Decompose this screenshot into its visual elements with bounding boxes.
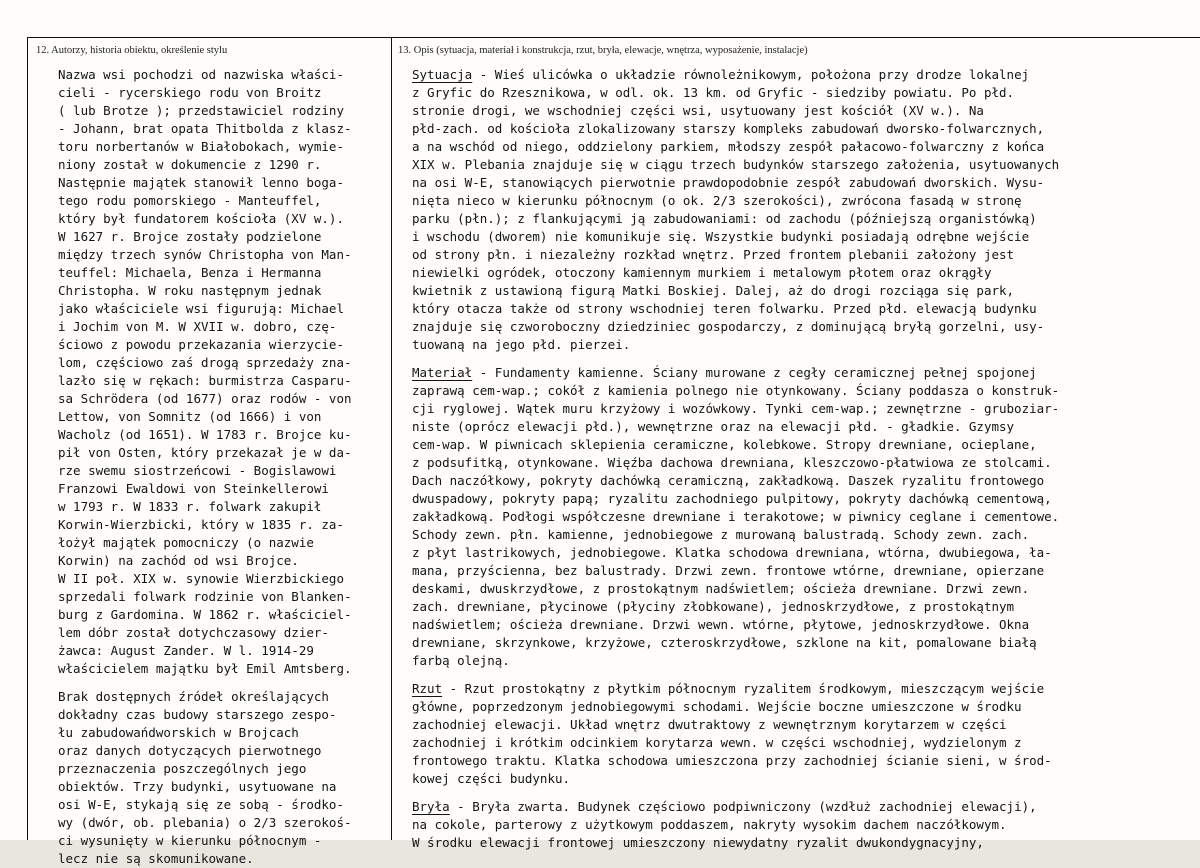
history-line: Wacholz (od 1651). W 1783 r. Brojce ku- <box>58 427 352 442</box>
history-line: obiektów. Trzy budynki, usytuowane na <box>58 779 337 794</box>
history-line: lem dóbr został dotychczasowy dzier- <box>58 625 329 640</box>
history-line: tego rodu pomorskiego - Manteuffel, <box>58 193 322 208</box>
history-line: cieli - rycerskiego rodu von Broitz <box>58 85 322 100</box>
section-line: Schody zewn. płn. kamienne, jednobiegowe z murowaną balustradą. Schody zewn. zach. <box>412 527 1030 542</box>
column-divider <box>391 37 392 840</box>
history-line: Korwin) na zachód od wsi Brojce. <box>58 553 299 568</box>
history-text <box>58 66 384 868</box>
section-line: parku (płn.); z flankującymi ją zabudowaniami: od zachodu (późniejszą organistówką) <box>412 211 1037 226</box>
history-line: i Jochim von M. W XVII w. dobro, czę- <box>58 319 337 334</box>
section-first-line <box>412 680 1190 698</box>
history-line: Franzowi Ewaldowi von Steinkellerowi <box>58 481 329 496</box>
section-title: Bryła <box>412 799 450 814</box>
history-line: Lettow, von Somnitz (od 1666) i von <box>58 409 322 424</box>
section-line: od strony płn. i niezależny rozkład wnętrz. Przed frontem plebanii założony jest <box>412 247 1015 262</box>
history-line: W 1627 r. Brojce zostały podzielone <box>58 229 322 244</box>
section-line: który otacza także od strony wschodniej teren folwarku. Przed płd. elewacją budynku <box>412 301 1037 316</box>
section-line: kwietnik z ustawioną figurą Matki Boskiej. Dalej, aż do drogi rozciąga się park, <box>412 283 1015 298</box>
history-line: lecz nie są skomunikowane. <box>58 851 254 866</box>
history-line: ściowo z powodu przekazania wierzycie- <box>58 337 344 352</box>
history-line: - Johann, brat opata Thitbolda z klasz- <box>58 121 352 136</box>
section-line: drewniane, skrzynkowe, krzyżowe, czteroskrzydłowe, szklone na kit, pomalowane białą <box>412 635 1037 650</box>
section-line: znajduje się czworoboczny dziedziniec gospodarczy, z dominującą bryłą gorzelni, usy- <box>412 319 1045 334</box>
history-line: żawca: August Zander. W l. 1914-29 <box>58 643 314 658</box>
history-line: sprzedali folwark rodzinie von Blanken- <box>58 589 352 604</box>
section-line: z podsufitką, otynkowane. Więźba dachowa drewniana, kleszczowo-płatwiowa ze stolcami. <box>412 455 1052 470</box>
section-gap <box>412 670 1190 680</box>
history-line: wy (dwór, ob. plebania) o 2/3 szerokoś- <box>58 815 352 830</box>
history-line: Następnie majątek stanowił lenno boga- <box>58 175 344 190</box>
history-line: rze swemu siostrzeńcowi - Bogislawowi <box>58 463 337 478</box>
history-line: W II poł. XIX w. synowie Wierzbickiego <box>58 571 344 586</box>
section-line: nięta nieco w kierunku północnym (o ok. 2/3 szerokości), zwrócona fasadą w stronę <box>412 193 1022 208</box>
section-first-line <box>412 798 1190 816</box>
history-line: Nazwa wsi pochodzi od nazwiska właści- <box>58 67 344 82</box>
section-line: i wschodu (dworem) nie komunikuje się. Wszystkie budynki posiadają odrębne wejście <box>412 229 1030 244</box>
section-line: a na wschód od niego, oddzielony parkiem, młodszy zespół pałacowo-folwarczny z końca <box>412 139 1045 154</box>
history-line: osi W-E, stykają się ze sobą - środko- <box>58 797 344 812</box>
section-line: XIX w. Plebania znajduje się w ciągu trzech budynków starszego założenia, usytuowanych <box>412 157 1060 172</box>
section-line: niste (oprócz elewacji płd.), wewnętrzne oraz na elewacji płd. - gładkie. Gzymsy <box>412 419 1015 434</box>
paragraph-gap <box>58 678 384 688</box>
history-line: Brak dostępnych źródeł określających <box>58 689 329 704</box>
section-line: zachodniej i krótkim odcinkiem korytarza wewn. w części wschodniej, wydzielonym z <box>412 735 1022 750</box>
history-line: ( lub Brotze ); przedstawiciel rodziny <box>58 103 344 118</box>
history-line: pił von Osten, który przekazał je w da- <box>58 445 352 460</box>
section-first-line-text: - Rzut prostokątny z płytkim północnym ryzalitem środkowym, mieszczącym wejście <box>442 681 1045 696</box>
history-line: lazło się w rękach: burmistrza Casparu- <box>58 373 352 388</box>
section-gap <box>412 354 1190 364</box>
section-line: na osi W-E, stanowiących pierwotnie prawdopodobnie zespół zabudowań dworskich. Wysu- <box>412 175 1045 190</box>
history-line: burg z Gardomina. W 1862 r. właściciel- <box>58 607 352 622</box>
section-line: kowej części budynku. <box>412 771 571 786</box>
section-line: nadświetlem; ościeża drewniane. Drzwi wewn. wtórne, płytowe, jednoskrzydłowe. Okna <box>412 617 1030 632</box>
section-line: W środku elewacji frontowej umieszczony niewydatny ryzalit dwukondygnacyjny, <box>412 835 984 850</box>
history-line: łu zabudowańdworskich w Brojcach <box>58 725 299 740</box>
section-title: Rzut <box>412 681 443 696</box>
section-line: tuowaną na jego płd. pierzei. <box>412 337 631 352</box>
history-line: lom, częściowo zaś drogą sprzedaży zna- <box>58 355 352 370</box>
section-line: cem-wap. W piwnicach sklepienia ceramiczne, kolebkowe. Stropy drewniane, ocieplane, <box>412 437 1037 452</box>
history-line: w 1793 r. W 1833 r. folwark zakupił <box>58 499 322 514</box>
section-first-line-text: - Fundamenty kamienne. Ściany murowane z cegły ceramicznej pełnej spojonej <box>472 365 1037 380</box>
section-line: cji ryglowej. Wątek muru krzyżowy i wozówkowy. Tynki cem-wap.; zewnętrzne - gruboziar- <box>412 401 1060 416</box>
history-line: oraz danych dotyczących pierwotnego <box>58 743 322 758</box>
section-first-line <box>412 364 1190 382</box>
section-first-line-text: - Wieś ulicówka o układzie równoleżnikowym, położona przy drodze lokalnej <box>472 67 1030 82</box>
section-line: zach. drewniane, płycinowe (płyciny złobkowane), jednoskrzydłowe, z prostokątnym <box>412 599 1015 614</box>
section-title: Materiał <box>412 365 473 380</box>
history-line: Christopha. W roku następnym jednak <box>58 283 322 298</box>
section-gap <box>412 788 1190 798</box>
history-line: jako właściciele wsi figurują: Michael <box>58 301 344 316</box>
section-line: zakładkową. Podłogi współczesne drewniane i terakotowe; w piwnicy ceglane i cementowe. <box>412 509 1060 524</box>
section-line: na cokole, parterowy z użytkowym poddaszem, nakryty wysokim dachem naczółkowym. <box>412 817 1007 832</box>
history-line: właścicielem majątku był Emil Amtsberg. <box>58 661 352 676</box>
section-line: z płyt lastrikowych, jednobiegowe. Klatka schodowa drewniana, wtórna, dwubiegowa, ła- <box>412 545 1052 560</box>
section-line: farbą olejną. <box>412 653 510 668</box>
section-first-line-text: - Bryła zwarta. Budynek częściowo podpiwniczony (wzdłuż zachodniej elewacji), <box>449 799 1037 814</box>
left-column-header: 12. Autorzy, historia obiektu, określenie stylu <box>36 45 228 56</box>
section-line: Dach naczółkowy, pokryty dachówką ceramiczną, zakładkową. Daszek ryzalitu frontowego <box>412 473 1045 488</box>
section-line: stronie drogi, we wschodniej części wsi, usytuowany jest kościół (XV w.). Na <box>412 103 984 118</box>
section-line: z Gryfic do Rzesznikowa, w odl. ok. 13 km. od Gryfic - siedziby powiatu. Po płd. <box>412 85 1015 100</box>
history-line: sa Schrödera (od 1677) oraz rodów - von <box>58 391 352 406</box>
history-line: ci wysunięty w kierunku północnym - <box>58 833 322 848</box>
section-line: mana, przyścienna, bez balustrady. Drzwi zewn. frontowe wtórne, drewniane, opierzane <box>412 563 1045 578</box>
history-line: dokładny czas budowy starszego zespo- <box>58 707 337 722</box>
history-line: między trzech synów Christopha von Man- <box>58 247 352 262</box>
history-line: teuffel: Michaela, Benza i Hermanna <box>58 265 322 280</box>
section-line: frontowego traktu. Klatka schodowa umieszczona przy zachodniej ścianie sieni, w środ- <box>412 753 1052 768</box>
history-line: toru norbertanów w Białobokach, wymie- <box>58 139 344 154</box>
section-line: płd-zach. od kościoła zlokalizowany starszy kompleks zabudowań dworsko-folwarcznych, <box>412 121 1045 136</box>
section-line: główne, poprzedzonym jednobiegowymi schodami. Wejście boczne umieszczone w środku <box>412 699 1022 714</box>
right-column-header: 13. Opis (sytuacja, materiał i konstrukcja, rzut, bryła, elewacje, wnętrza, wyposażenie, instalacje) <box>398 45 808 56</box>
history-line: który był fundatorem kościoła (XV w.). <box>58 211 344 226</box>
section-first-line <box>412 66 1190 84</box>
section-line: dwuspadowy, pokryty papą; ryzalitu zachodniego pulpitowy, pokryty dachówką cementową, <box>412 491 1052 506</box>
section-line: zachodniej elewacji. Układ wnętrz dwutraktowy z wewnętrznym korytarzem w części <box>412 717 1007 732</box>
history-line: Korwin-Wierzbicki, który w 1835 r. za- <box>58 517 344 532</box>
section-line: niewielki ogródek, otoczony kamiennym murkiem i metalowym płotem oraz okrągły <box>412 265 992 280</box>
history-line: przeznaczenia poszczególnych jego <box>58 761 307 776</box>
section-line: deskami, dwuskrzydłowe, z prostokątnym nadświetlem; ościeża drewniane. Drzwi zewn. <box>412 581 1030 596</box>
section-line: zaprawą cem-wap.; cokół z kamienia polnego nie otynkowany. Ściany poddasza o konstruk- <box>412 383 1060 398</box>
section-title: Sytuacja <box>412 67 473 82</box>
description-text <box>412 66 1190 852</box>
history-line: łożył majątek pomocniczy (o nazwie <box>58 535 314 550</box>
history-line: niony został w dokumencie z 1290 r. <box>58 157 322 172</box>
